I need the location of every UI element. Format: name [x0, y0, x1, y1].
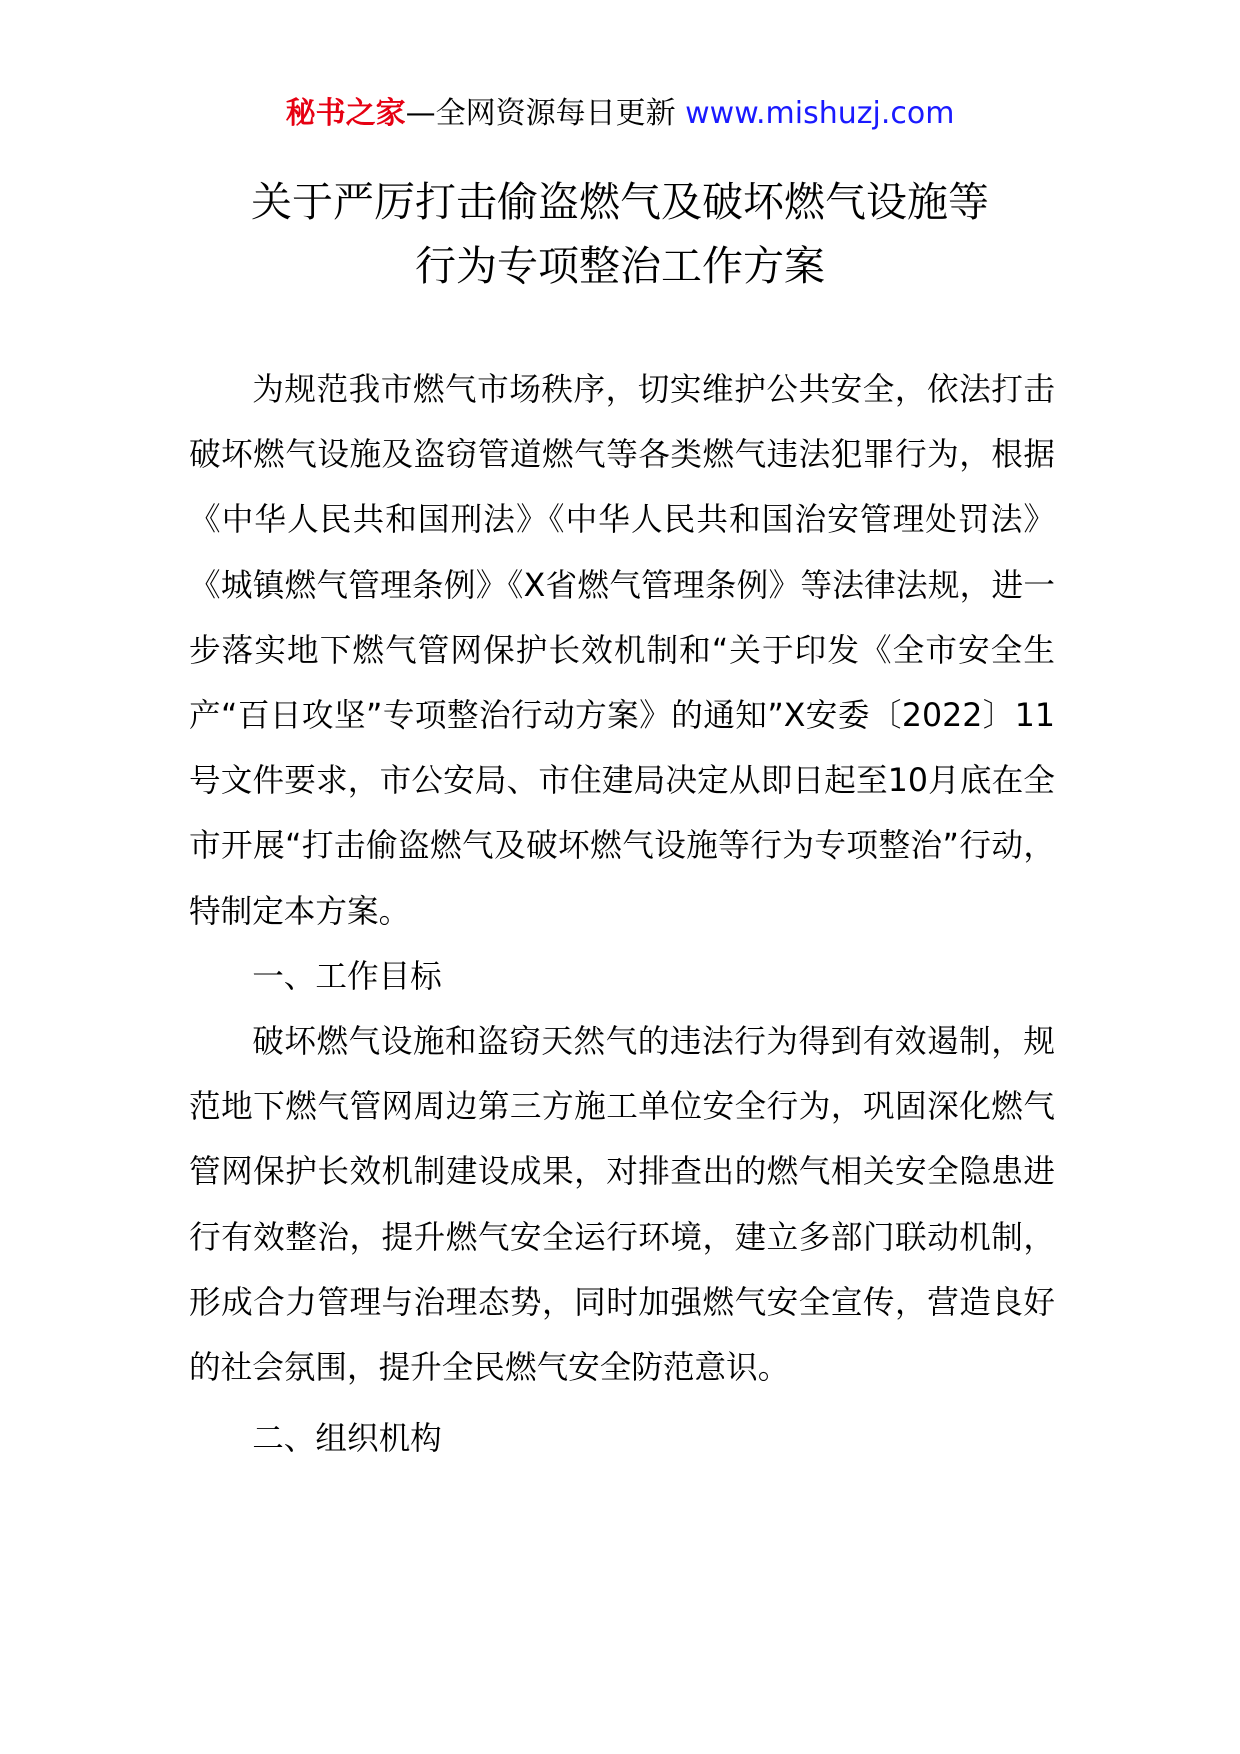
- section-heading-organization: 二、组织机构: [252, 1421, 442, 1458]
- site-slogan: —全网资源每日更新: [405, 96, 676, 131]
- site-brand: 秘书之家: [285, 96, 406, 131]
- site-header-banner: [0, 94, 1240, 134]
- site-url-link[interactable]: www.mishuzj.com: [685, 96, 955, 131]
- goals-paragraph: 破坏燃气设施和盗窃天然气的违法行为得到有效遏制，规范地下燃气管网周边第三方施工单位安全行为，巩固深化燃气管网保护长效机制建设成果，对排查出的燃气相关安全隐患进行有效整治，提升燃气安全运行环境，建立多部门联动机制，形成合力管理与治理态势，同时加强燃气安全宣传，营造良好的社会氛围，提升全民燃气安全防范意识。: [189, 1024, 1055, 1387]
- document-title: [0, 170, 1240, 298]
- document-title-line-2: 行为专项整治工作方案: [415, 242, 825, 290]
- document-title-line-1: 关于严厉打击偷盗燃气及破坏燃气设施等: [251, 178, 989, 226]
- intro-paragraph: 为规范我市燃气市场秩序，切实维护公共安全，依法打击破坏燃气设施及盗窃管道燃气等各类燃气违法犯罪行为，根据《中华人民共和国刑法》《中华人民共和国治安管理处罚法》《城镇燃气管理条例》《X省燃气管理条例》等法律法规，进一步落实地下燃气管网保护长效机制和“关于印发《全市安全生产“百日攻坚”专项整治行动方案》的通知”X安委〔2022〕11号文件要求，市公安局、市住建局决定从即日起至10月底在全市开展“打击偷盗燃气及破坏燃气设施等行为专项整治”行动，特制定本方案。: [189, 372, 1055, 930]
- section-heading-goals: 一、工作目标: [252, 958, 442, 995]
- document-body: [189, 358, 1055, 1472]
